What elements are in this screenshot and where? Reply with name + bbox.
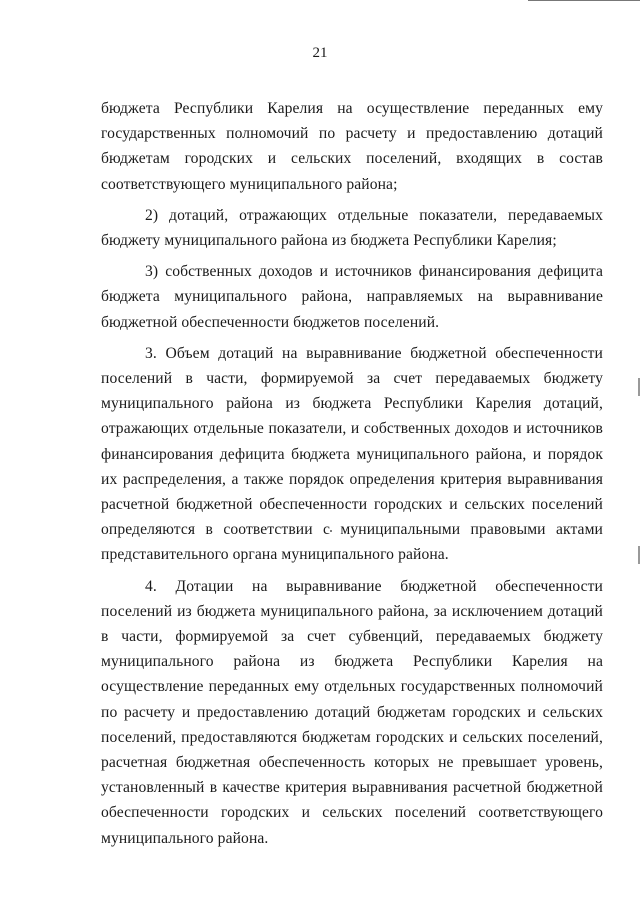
paragraph-clause-3: 3. Объем дотаций на выравнивание бюджетной обеспеченности поселений в части, формируемой за счет передаваемых бюджету муниципального района из бюджета Республики Карелия дотаций, отражающих отдельные показатели, и собственных доходов и источников финансирования дефицита бюджета муниципального района, и порядок их распределения, а также порядок определения критерия выравнивания расчетной бюджетной обеспеченности городских и сельских поселений определяются в соответствии с муниципальными правовыми актами представительного органа муниципального района. (101, 344, 603, 564)
paragraph-item-2: 2) дотаций, отражающих отдельные показатели, передаваемых бюджету муниципального района из бюджета Республики Карелия; (101, 206, 603, 250)
page-number: 21 (312, 45, 328, 61)
document-body (101, 96, 603, 851)
paragraph-clause-4: 4. Дотации на выравнивание бюджетной обеспеченности поселений из бюджета муниципального района, за исключением дотаций в части, формируемой за счет субвенций, передаваемых бюджету муниципального района из бюджета Республики Карелия на осуществление переданных ему отдельных государственных полномочий по расчету и предоставлению дотаций бюджетам городских и сельских поселений, предоставляются бюджетам городских и сельских поселений, расчетная бюджетная обеспеченность которых не превышает уровень, установленный в качестве критерия выравнивания расчетной бюджетной обеспеченности городских и сельских поселений соответствующего муниципального района. (101, 577, 603, 847)
paragraph-item-3: 3) собственных доходов и источников финансирования дефицита бюджета муниципального района, направляемых на выравнивание бюджетной обеспеченности бюджетов поселений. (101, 263, 603, 331)
paragraph-continuation: бюджета Республики Карелия на осуществление переданных ему государственных полномочий по расчету и предоставлению дотаций бюджетам городских и сельских поселений, входящих в состав соответствующего муниципального района; (101, 100, 603, 193)
scan-top-edge-line (528, 0, 640, 1)
